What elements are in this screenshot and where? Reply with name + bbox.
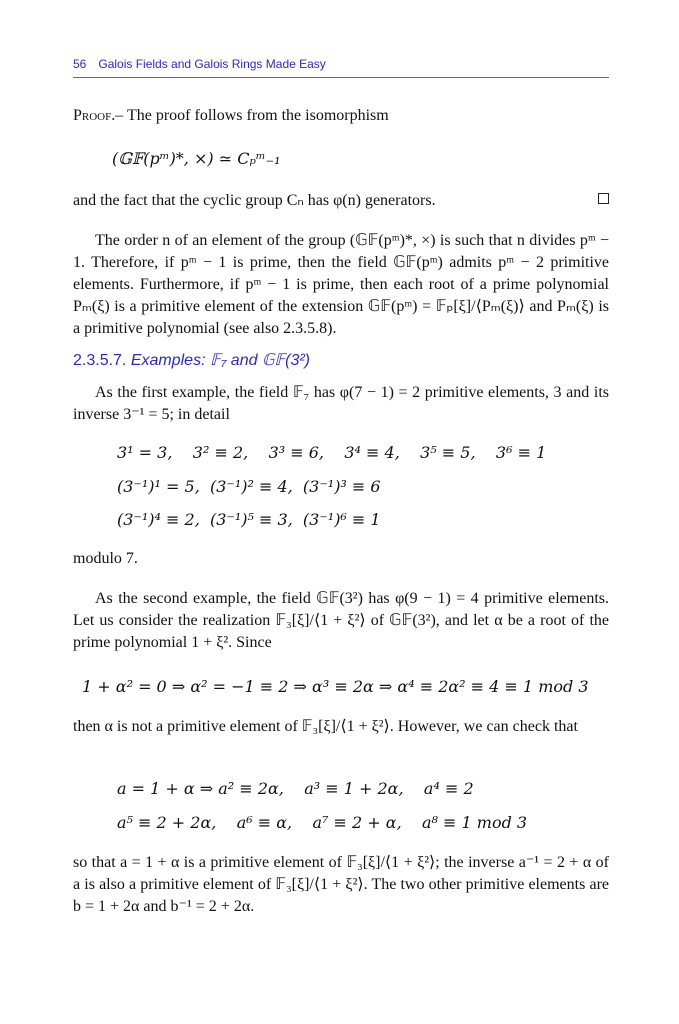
paragraph-conclusion: so that a = 1 + α is a primitive element of 𝔽₃[ξ]/⟨1 + ξ²⟩; the inverse a⁻¹ = 2 + α of a is also a primitive element of 𝔽₃[ξ]/⟨1 + ξ²⟩. The two other primitive elements are b = 1 + 2α and b⁻¹ = 2 + 2α. bbox=[73, 854, 609, 915]
paragraph-first-example: As the first example, the field 𝔽₇ has φ(7 − 1) = 2 primitive elements, 3 and its inverse 3⁻¹ = 5; in detail bbox=[73, 384, 609, 423]
paragraph-second-example: As the second example, the field 𝔾𝔽(3²) has φ(9 − 1) = 4 primitive elements. Let us consider the realization 𝔽₃[ξ]/⟨1 + ξ²⟩ of 𝔾𝔽(3²), and let α be a root of the prime polynomial 1 + ξ². Since bbox=[73, 590, 609, 651]
proof-label: Proof. bbox=[73, 107, 116, 124]
section-heading bbox=[73, 350, 310, 370]
qed-square-icon bbox=[598, 193, 609, 204]
powers-of-3-line: 3¹ = 3, 3² ≡ 2, 3³ ≡ 6, 3⁴ ≡ 4, 3⁵ ≡ 5, 3⁶ ≡ 1 bbox=[117, 443, 547, 462]
inverse-powers-line-1: (3⁻¹)¹ = 5, (3⁻¹)² ≡ 4, (3⁻¹)³ ≡ 6 bbox=[117, 477, 381, 496]
modulo-line: modulo 7. bbox=[73, 550, 138, 567]
a-powers-line-1: a = 1 + α ⇒ a² ≡ 2α, a³ ≡ 1 + 2α, a⁴ ≡ 2 bbox=[117, 779, 474, 798]
paragraph-order: The order n of an element of the group (𝔾𝔽(pᵐ)*, ×) is such that n divides pᵐ − 1. Therefore, if pᵐ − 1 is prime, then the field 𝔾𝔽(pᵐ) admits pᵐ − 2 primitive elements. Furthermore, if pᵐ − 1 is prime, then each root of a prime polynomial Pₘ(ξ) is a primitive element of the extension 𝔾𝔽(pᵐ) = 𝔽ₚ[ξ]/⟨Pₘ(ξ)⟩ and Pₘ(ξ) is a primitive polynomial (see also 2.3.5.8). bbox=[73, 232, 609, 337]
proof-conclusion-text: and the fact that the cyclic group Cₙ has φ(n) generators. bbox=[73, 192, 436, 209]
proof-heading bbox=[73, 105, 609, 127]
paragraph-alpha-not-primitive: then α is not a primitive element of 𝔽₃[ξ]/⟨1 + ξ²⟩. However, we can check that bbox=[73, 718, 578, 735]
page-number: 56 bbox=[73, 57, 87, 71]
alpha-chain-equation: 1 + α² = 0 ⇒ α² = −1 ≡ 2 ⇒ α³ ≡ 2α ⇒ α⁴ ≡ 2α² ≡ 4 ≡ 1 mod 3 bbox=[82, 677, 589, 696]
proof-conclusion bbox=[73, 190, 609, 212]
section-title: Examples: 𝔽₇ and 𝔾𝔽(3²) bbox=[130, 352, 310, 369]
running-title: Galois Fields and Galois Rings Made Easy bbox=[98, 57, 326, 71]
section-number: 2.3.5.7. bbox=[73, 352, 127, 369]
inverse-powers-line-2: (3⁻¹)⁴ ≡ 2, (3⁻¹)⁵ ≡ 3, (3⁻¹)⁶ ≡ 1 bbox=[117, 510, 381, 529]
proof-isomorphism-equation: (𝔾𝔽(pᵐ)*, ×) ≃ Cₚᵐ₋₁ bbox=[112, 149, 281, 168]
proof-text: – The proof follows from the isomorphism bbox=[115, 107, 389, 124]
a-powers-line-2: a⁵ ≡ 2 + 2α, a⁶ ≡ α, a⁷ ≡ 2 + α, a⁸ ≡ 1 mod 3 bbox=[117, 813, 528, 832]
running-header bbox=[73, 57, 609, 78]
